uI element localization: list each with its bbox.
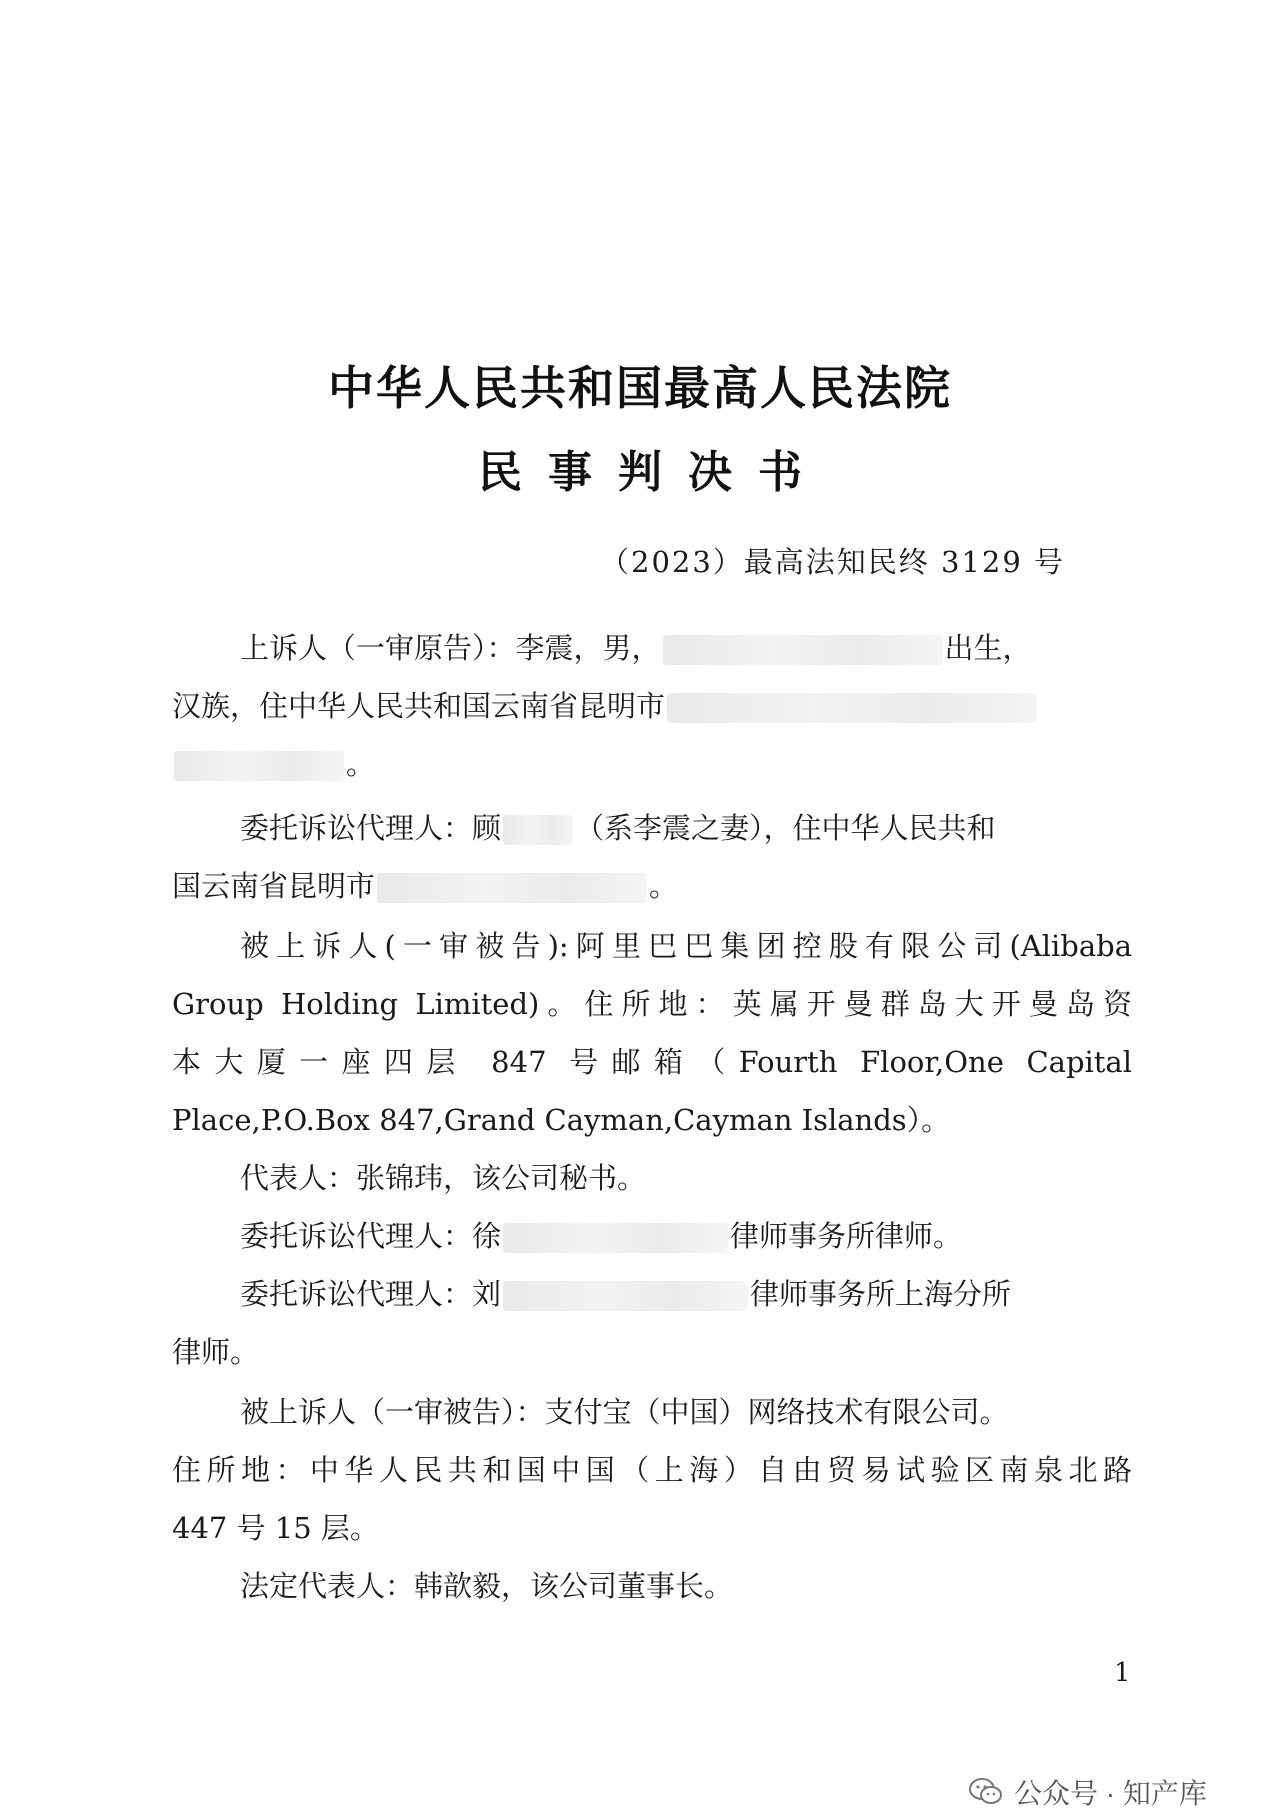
appellant-address: 汉族，住中华人民共和国云南省昆明市 bbox=[172, 689, 666, 723]
agent3-line-1 bbox=[172, 1274, 1132, 1314]
agent2-firm: 律师事务所律师。 bbox=[730, 1219, 963, 1253]
agent1-line-2 bbox=[172, 866, 1132, 906]
agent3-label: 委托诉讼代理人：刘 bbox=[240, 1277, 502, 1311]
appellee1-line-4: Place,P.O.Box 847,Grand Cayman,Cayman Islands）。 bbox=[172, 1103, 951, 1137]
source-label: 公众号 · 知产库 bbox=[1014, 1778, 1207, 1809]
appellant-line-3 bbox=[172, 744, 1132, 784]
appellee1-line-1: 被上诉人(一审被告):阿里巴巴集团控股有限公司(Alibaba bbox=[240, 929, 1132, 963]
agent1-label: 委托诉讼代理人：顾 bbox=[240, 811, 502, 845]
appellee2-line-2: 住所地：中华人民共和国中国（上海）自由贸易试验区南泉北路 bbox=[172, 1453, 1132, 1487]
case-number: （2023）最高法知民终 3129 号 bbox=[600, 545, 1066, 579]
agent2-line bbox=[172, 1216, 1132, 1256]
appellant-label: 上诉人（一审原告）：李震，男， bbox=[240, 631, 661, 665]
redaction bbox=[667, 693, 1037, 723]
appellee1-line-3: 本大厦一座四层 847 号邮箱（Fourth Floor,One Capital bbox=[172, 1045, 1132, 1079]
agent1-line-end: 。 bbox=[649, 869, 679, 903]
redaction bbox=[663, 635, 943, 665]
redaction bbox=[503, 1223, 728, 1253]
agent2-label: 委托诉讼代理人：徐 bbox=[240, 1219, 502, 1253]
appellant-line-end: 。 bbox=[346, 747, 376, 781]
appellant-line-1 bbox=[172, 628, 1132, 668]
court-title: 中华人民共和国最高人民法院 bbox=[328, 361, 952, 415]
appellee1-line-2: Group Holding Limited)。住所地：英属开曼群岛大开曼岛资 bbox=[172, 987, 1132, 1021]
representative: 代表人：张锦玮，该公司秘书。 bbox=[240, 1161, 647, 1195]
document-type-title: 民事判决书 bbox=[478, 447, 828, 498]
source-watermark bbox=[968, 1772, 1207, 1812]
agent1-relation: （系李震之妻），住中华人民共和 bbox=[575, 811, 996, 845]
wechat-icon bbox=[968, 1777, 1004, 1807]
agent1-line-1 bbox=[172, 808, 1132, 848]
appellant-born: 出生， bbox=[944, 631, 1032, 665]
redaction bbox=[377, 873, 647, 903]
redaction bbox=[503, 1281, 748, 1311]
appellant-line-2 bbox=[172, 686, 1132, 726]
redaction bbox=[174, 751, 344, 781]
agent3-line-2: 律师。 bbox=[172, 1335, 260, 1369]
page-number: 1 bbox=[1114, 1658, 1131, 1688]
agent3-firm: 律师事务所上海分所 bbox=[750, 1277, 1012, 1311]
redaction bbox=[503, 815, 573, 845]
appellee2-line-1: 被上诉人（一审被告）：支付宝（中国）网络技术有限公司。 bbox=[240, 1395, 1009, 1429]
legal-representative: 法定代表人：韩歆毅，该公司董事长。 bbox=[240, 1569, 734, 1603]
agent1-address: 国云南省昆明市 bbox=[172, 869, 376, 903]
appellee2-line-3: 447 号 15 层。 bbox=[172, 1511, 379, 1545]
